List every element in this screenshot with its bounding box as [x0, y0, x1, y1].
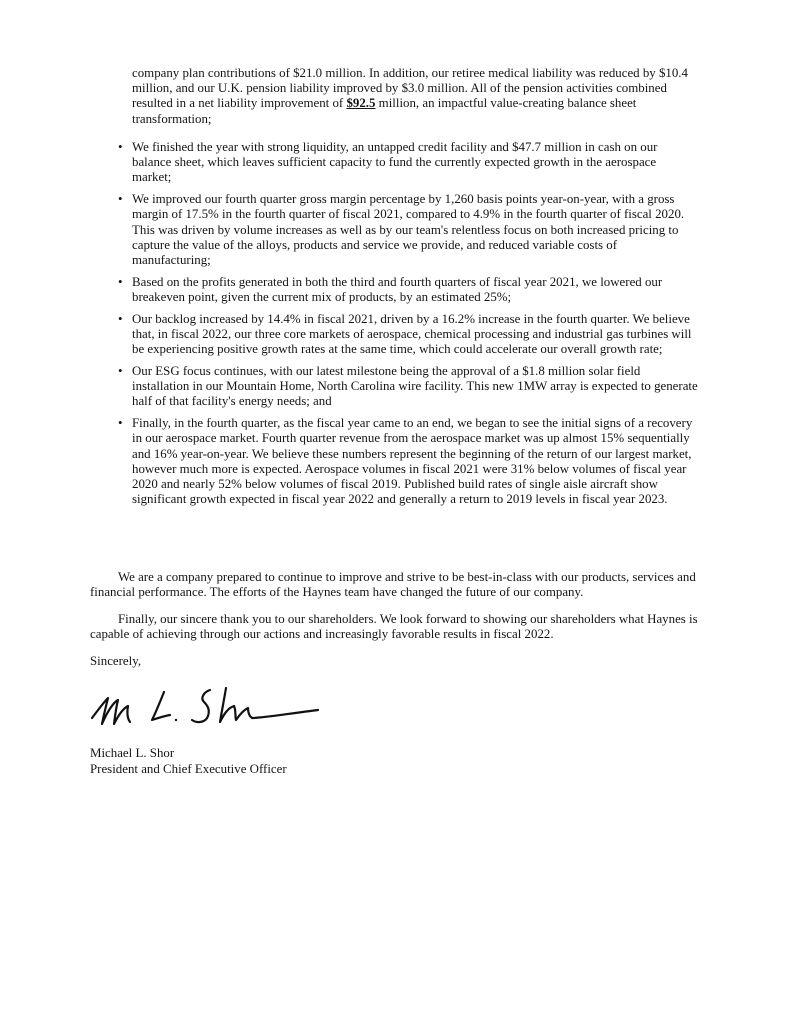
bullet-marker: • — [118, 192, 123, 207]
bullet-text-aerospace: Finally, in the fourth quarter, as the fiscal year came to an end, we began to see the initial signs of a recovery in our aerospace market. Fourth quarter revenue from the aerospace market was up almost 15% sequentially and 16% year-on-year. We believe these numbers represent the beginning of the return of our largest market, however much more is expected. Aerospace volumes in fiscal 2021 were 31% below volumes of fiscal year 2020 and nearly 52% below volumes of fiscal 2019. Published build rates of single aisle aircraft show significant growth expected in fiscal year 2022 and generally a return to 2019 levels in fiscal year 2023. — [132, 416, 693, 507]
highlights-bullet-list — [118, 140, 698, 514]
bullet-text-liquidity: We finished the year with strong liquidity, an untapped credit facility and $47.7 million in cash on our balance sheet, which leaves sufficient capacity to fund the currently expected growth in the aerospace market; — [132, 140, 658, 185]
bullet-marker: • — [118, 416, 123, 431]
handwritten-signature — [86, 680, 326, 732]
bullet-item — [118, 275, 698, 305]
closing-salutation: Sincerely, — [90, 654, 142, 668]
bullet-text-esg: Our ESG focus continues, with our latest milestone being the approval of a $1.8 million solar field installation in our Mountain Home, North Carolina wire facility. This new 1MW array is expected to generate half of that facility's energy needs; and — [132, 364, 698, 409]
paragraph-thank-you: Finally, our sincere thank you to our shareholders. We look forward to showing our shareholders what Haynes is capable of achieving through our actions and increasingly favorable results in fiscal 2022. — [90, 612, 698, 642]
signer-name: Michael L. Shor — [90, 746, 175, 760]
bullet-item — [118, 312, 698, 358]
bullet-item — [118, 192, 698, 268]
continuation-text-after: million, an impactful value-creating balance sheet transformation; — [132, 96, 637, 126]
net-liability-improvement-value: $92.5 — [346, 96, 376, 111]
bullet-text-backlog: Our backlog increased by 14.4% in fiscal 2021, driven by a 16.2% increase in the fourth quarter. We believe that, in fiscal 2022, our three core markets of aerospace, chemical processing and industrial gas turbines will be experiencing positive growth rates at the same time, which could accelerate our overall growth rate; — [132, 311, 692, 357]
continuation-text-before: company plan contributions of $21.0 million. In addition, our retiree medical liability was reduced by $10.4 million, and our U.K. pension liability improved by $3.0 million. All of the pension activities combined resulted in a net liability improvement of — [132, 66, 688, 111]
bullet-text-breakeven: Based on the profits generated in both the third and fourth quarters of fiscal year 2021, we lowered our breakeven point, given the current mix of products, by an estimated 25%; — [132, 274, 663, 305]
paragraph-company-prepared: We are a company prepared to continue to improve and strive to be best-in-class with our products, services and financial performance. The efforts of the Haynes team have changed the future of our company. — [90, 570, 696, 600]
bullet-marker: • — [118, 364, 123, 379]
bullet-marker: • — [118, 140, 123, 154]
bullet-item — [118, 140, 698, 186]
bullet-item — [118, 364, 698, 410]
continuation-paragraph — [132, 66, 698, 127]
signer-title: President and Chief Executive Officer — [90, 762, 287, 776]
bullet-marker: • — [118, 274, 123, 289]
bullet-text-gross-margin: We improved our fourth quarter gross margin percentage by 1,260 basis points year-on-year, with a gross margin of 17.5% in the fourth quarter of fiscal 2021, compared to 4.9% in the fourth quarter of fiscal 2020. This was driven by volume increases as well as by our team's relentless focus on both increased pricing to capture the value of the alloys, products and service we provide, and reduced variable costs of manufacturing; — [132, 192, 685, 268]
bullet-marker: • — [118, 311, 123, 326]
bullet-item — [118, 416, 698, 507]
